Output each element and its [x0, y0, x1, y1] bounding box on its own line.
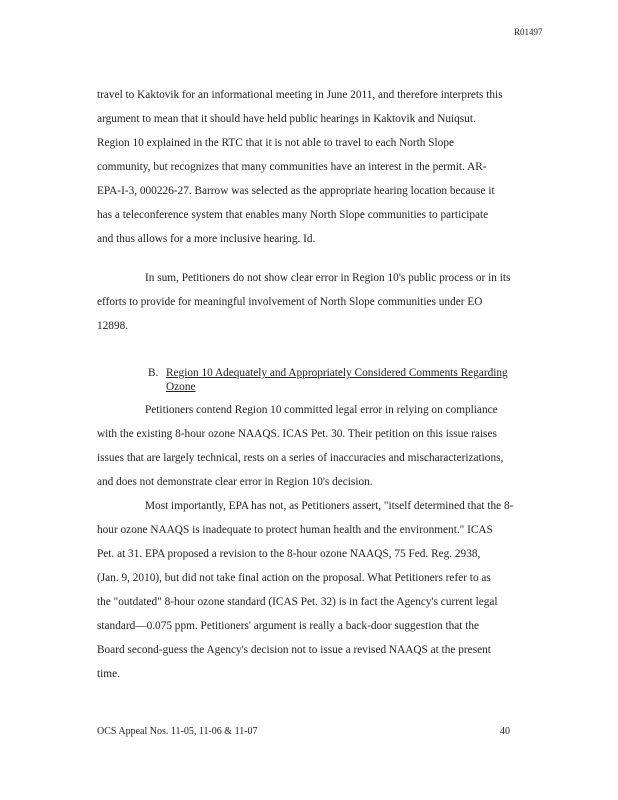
page-number: 40 — [500, 726, 510, 737]
text-line: community, but recognizes that many communities have an interest in the permit. AR- — [97, 161, 487, 173]
text-line: travel to Kaktovik for an informational meeting in June 2011, and therefore interprets this — [97, 89, 503, 101]
text-line: the "outdated" 8-hour ozone standard (ICAS Pet. 32) is in fact the Agency's current legal — [97, 596, 498, 608]
text-line: and does not demonstrate clear error in Region 10's decision. — [97, 476, 373, 488]
text-line: hour ozone NAAQS is inadequate to protect human health and the environment." ICAS — [97, 524, 493, 536]
text-line: In sum, Petitioners do not show clear error in Region 10's public process or in its — [145, 272, 511, 284]
text-line: (Jan. 9, 2010), but did not take final action on the proposal. What Petitioners refer to as — [97, 572, 491, 584]
section-heading: Region 10 Adequately and Appropriately Considered Comments Regarding — [166, 367, 508, 379]
text-line: and thus allows for a more inclusive hearing. Id. — [97, 233, 316, 245]
text-line: with the existing 8-hour ozone NAAQS. ICAS Pet. 30. Their petition on this issue raises — [97, 428, 497, 440]
text-line: standard—0.075 ppm. Petitioners' argument is really a back-door suggestion that the — [97, 620, 480, 632]
section-letter: B. — [148, 367, 159, 379]
text-line: issues that are largely technical, rests on a series of inaccuracies and mischaracterizations, — [97, 452, 504, 464]
text-line: Region 10 explained in the RTC that it is not able to travel to each North Slope — [97, 137, 454, 149]
text-line: time. — [97, 668, 120, 680]
text-line: EPA-I-3, 000226-27. Barrow was selected as the appropriate hearing location because it — [97, 185, 495, 197]
text-line: argument to mean that it should have held public hearings in Kaktovik and Nuiqsut. — [97, 113, 476, 125]
text-line: Most importantly, EPA has not, as Petitioners assert, "itself determined that the 8- — [145, 500, 514, 512]
bates-number: R01497 — [514, 27, 543, 37]
text-line: Petitioners contend Region 10 committed legal error in relying on compliance — [145, 404, 498, 416]
text-line: Board second-guess the Agency's decision not to issue a revised NAAQS at the present — [97, 644, 491, 656]
text-line: efforts to provide for meaningful involvement of North Slope communities under EO — [97, 296, 483, 308]
text-line: has a teleconference system that enables many North Slope communities to participate — [97, 209, 489, 221]
text-line: 12898. — [97, 320, 129, 332]
footer-case-number: OCS Appeal Nos. 11-05, 11-06 & 11-07 — [97, 726, 258, 737]
text-line: Pet. at 31. EPA proposed a revision to the 8-hour ozone NAAQS, 75 Fed. Reg. 2938, — [97, 548, 481, 560]
section-heading-cont: Ozone — [166, 381, 196, 393]
